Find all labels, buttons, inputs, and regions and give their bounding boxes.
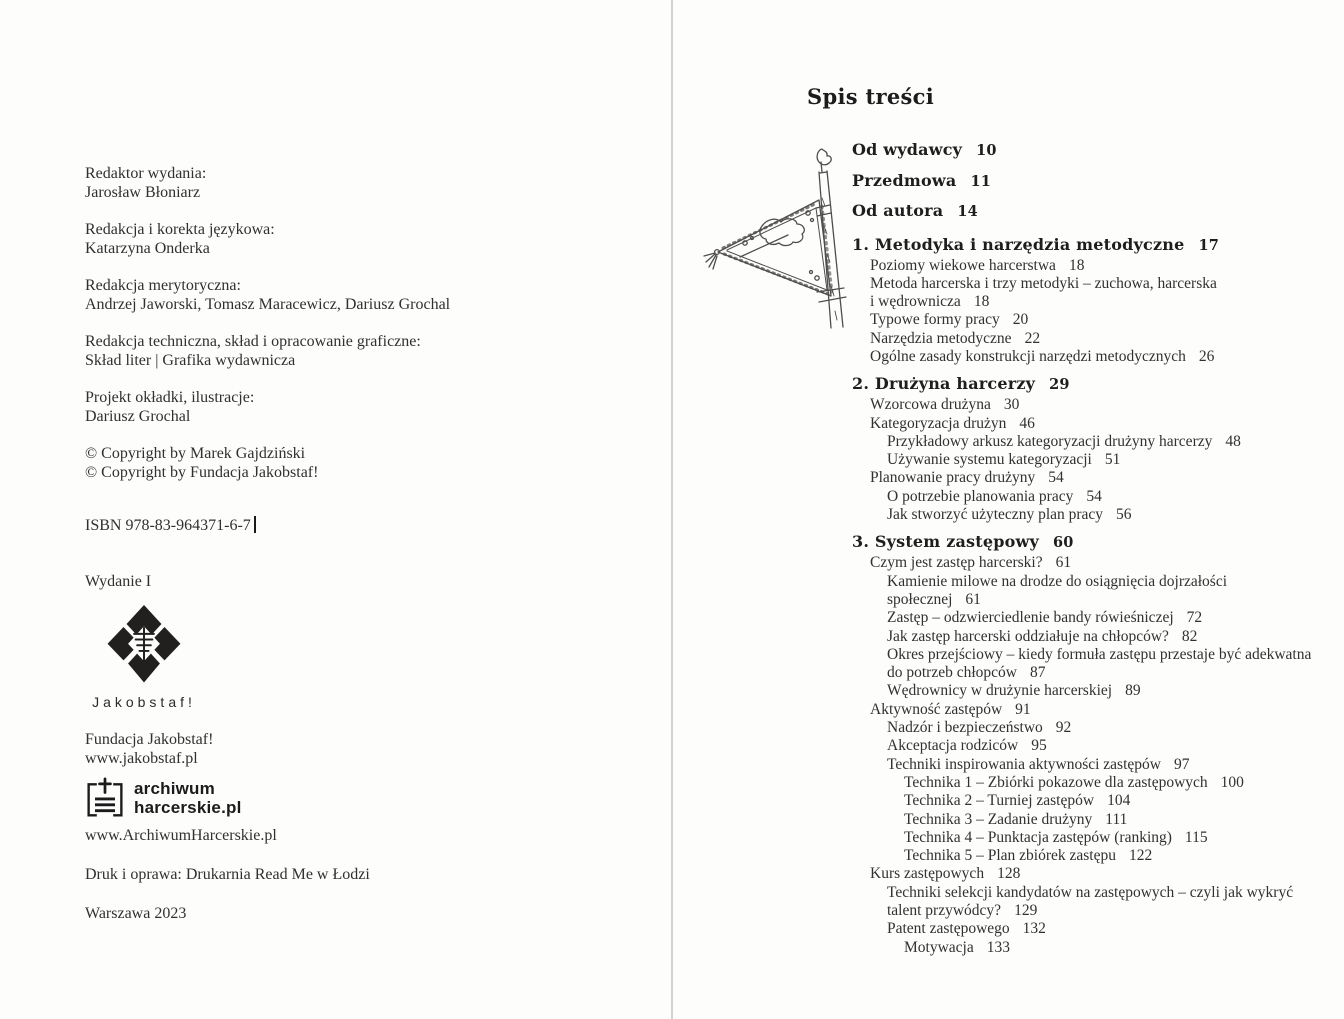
toc-entry-page: 82 — [1181, 627, 1198, 645]
toc-entry-label: Narzędzia metodyczne — [870, 329, 1012, 347]
toc-entry — [852, 591, 1337, 609]
toc-entry-label: Ogólne zasady konstrukcji narzędzi metodycznych — [870, 347, 1186, 365]
jakobstaf-logo — [89, 605, 199, 712]
credit-block — [85, 332, 615, 370]
toc-entry — [852, 737, 1337, 755]
toc-section-heading — [852, 374, 1337, 395]
toc-entry — [852, 554, 1337, 572]
toc-entry-label: Technika 3 – Zadanie drużyny — [904, 810, 1093, 828]
isbn-line — [85, 516, 615, 535]
toc-entry — [852, 902, 1337, 920]
credit-block — [85, 388, 615, 426]
toc-entry-page: 132 — [1022, 920, 1046, 938]
toc-entry-label: Okres przejściowy – kiedy formuła zastępu przestaje być adekwatna — [887, 645, 1312, 663]
toc-entry-label: Nadzór i bezpieczeństwo — [887, 719, 1043, 737]
toc-entry — [852, 293, 1337, 311]
toc-entry-label: Techniki selekcji kandydatów na zastępowych – czyli jak wykryć — [887, 883, 1294, 901]
edition-line: Wydanie I — [85, 573, 152, 590]
toc-entry — [852, 311, 1337, 329]
toc-entry-label: O potrzebie planowania pracy — [887, 487, 1074, 505]
toc-section-title: 1. Metodyka i narzędzia metodyczne — [852, 234, 1185, 254]
toc-entry-page: 133 — [986, 938, 1010, 956]
fundacja-block — [85, 730, 615, 768]
toc-entry — [852, 664, 1337, 682]
toc-entry-page: 95 — [1031, 737, 1047, 755]
toc-entry-label: Jak stworzyć użyteczny plan pracy — [887, 506, 1104, 524]
credit-block — [85, 276, 615, 314]
toc-entry-page: 115 — [1184, 828, 1208, 846]
toc-entry-label: Używanie systemu kategoryzacji — [887, 451, 1092, 469]
toc-entry — [852, 488, 1337, 506]
toc-entry-page: 100 — [1220, 773, 1244, 791]
toc-entry — [852, 469, 1337, 487]
toc-entry — [852, 811, 1337, 829]
credit-line: Projekt okładki, ilustracje: — [85, 389, 255, 406]
toc-entry — [852, 701, 1337, 719]
toc-entry — [852, 330, 1337, 348]
toc-entry-page: 104 — [1107, 792, 1131, 810]
toc-entry-label: Metoda harcerska i trzy metodyki – zuchowa, harcerska — [870, 274, 1217, 292]
toc-entry — [852, 920, 1337, 938]
toc-entry-page: 30 — [1003, 396, 1020, 414]
credit-line: Andrzej Jaworski, Tomasz Maracewicz, Dariusz Grochal — [85, 296, 451, 313]
toc-entry-label: Techniki inspirowania aktywności zastępów — [887, 755, 1161, 773]
toc-entry-label: Typowe formy pracy — [870, 311, 1000, 329]
jakobstaf-logo-icon — [106, 605, 182, 687]
archiwum-logo-line1: archiwum — [134, 779, 215, 798]
toc-entry — [852, 756, 1337, 774]
toc-front-matter-entry — [852, 166, 1337, 197]
toc-entry — [852, 939, 1337, 957]
copyright-line: © Copyright by Fundacja Jakobstaf! — [85, 464, 319, 481]
toc-entry — [852, 792, 1337, 810]
toc-entry-page: 10 — [976, 142, 997, 159]
toc-entry — [852, 506, 1337, 524]
toc-section-title: 2. Drużyna harcerzy — [852, 374, 1036, 394]
toc-entry — [852, 573, 1337, 591]
fundacja-line: Fundacja Jakobstaf! — [85, 731, 214, 748]
toc-entry-page: 18 — [973, 293, 990, 311]
toc-front-matter-entry — [852, 135, 1337, 166]
toc-entry-label: Jak zastęp harcerski oddziałuje na chłopców? — [887, 627, 1169, 645]
toc-entry-label: Technika 5 – Plan zbiórek zastępu — [904, 847, 1116, 865]
toc-entry — [852, 275, 1337, 293]
toc-entry-page: 56 — [1116, 506, 1132, 524]
text-cursor-icon — [254, 516, 256, 533]
credit-line: Dariusz Grochal — [85, 408, 191, 425]
credit-block — [85, 164, 615, 202]
toc-entry — [852, 433, 1337, 451]
toc-entry-label: Technika 4 – Punktacja zastępów (ranking) — [904, 828, 1172, 846]
toc-entry-page: 26 — [1198, 347, 1215, 365]
toc-entry-label: Patent zastępowego — [887, 920, 1010, 938]
toc-sections — [852, 235, 1337, 957]
toc-entry — [852, 609, 1337, 627]
toc-entry-page: 14 — [957, 203, 978, 220]
credit-line: Katarzyna Onderka — [85, 240, 210, 257]
fundacja-line: www.jakobstaf.pl — [85, 750, 198, 767]
archiwum-harcerskie-logo — [85, 777, 615, 819]
toc-entry — [852, 348, 1337, 366]
page-divider — [671, 0, 673, 1019]
toc-entry — [852, 774, 1337, 792]
toc-entry — [852, 451, 1337, 469]
credit-line: Skład liter | Grafika wydawnicza — [85, 352, 296, 369]
archiwum-logo-text — [134, 779, 242, 817]
credits-list — [85, 164, 615, 426]
toc-entry-label: Zastęp – odzwierciedlenie bandy rówieśniczej — [887, 609, 1174, 627]
toc-title: Spis treści — [807, 84, 934, 109]
toc-entry-label: do potrzeb chłopców — [887, 664, 1017, 682]
toc-entry — [852, 682, 1337, 700]
jakobstaf-logo-caption: Jakobstaf! — [92, 694, 196, 710]
credit-line: Redakcja techniczna, skład i opracowanie graficzne: — [85, 333, 421, 350]
toc-section-heading — [852, 235, 1337, 256]
toc-entry-page: 92 — [1055, 719, 1072, 737]
toc-entry-page: 22 — [1024, 329, 1041, 347]
toc-entry-label: społecznej — [887, 590, 953, 608]
copyright-block — [85, 444, 615, 482]
toc-entry — [852, 396, 1337, 414]
toc-entry-label: Planowanie pracy drużyny — [870, 469, 1036, 487]
toc-entry-label: Wędrownicy w drużynie harcerskiej — [887, 682, 1113, 700]
toc-entry-label: Wzorcowa drużyna — [870, 396, 991, 414]
toc-entry-page: 11 — [970, 172, 992, 190]
toc-front-matter-entry — [852, 196, 1337, 227]
toc-section-page: 29 — [1049, 376, 1070, 394]
toc-entry-label: Akceptacja rodziców — [887, 737, 1019, 755]
archiwum-logo-line2: harcerskie.pl — [134, 798, 242, 817]
toc-entry-label: Kamienie milowe na drodze do osiągnięcia dojrzałości — [887, 572, 1228, 590]
toc-entry — [852, 865, 1337, 883]
toc-entry-label: Kategoryzacja drużyn — [870, 414, 1007, 432]
toc-entry — [852, 847, 1337, 865]
toc-entry-page: 72 — [1186, 609, 1203, 627]
toc-entry — [852, 884, 1337, 902]
toc-entry-label: Motywacja — [904, 938, 974, 956]
print-line: Druk i oprawa: Drukarnia Read Me w Łodzi — [85, 866, 370, 883]
archiwum-logo-icon — [85, 777, 125, 819]
toc-entry-label: Czym jest zastęp harcerski? — [870, 554, 1043, 572]
toc-section — [852, 532, 1337, 957]
toc-entry-page: 87 — [1030, 664, 1046, 682]
toc-entry-page: 61 — [965, 590, 981, 608]
toc-entry-label: Od wydawcy — [852, 140, 963, 159]
toc-entry-page: 128 — [997, 865, 1021, 883]
toc-entry-label: Aktywność zastępów — [870, 700, 1003, 718]
toc-entry-page: 18 — [1068, 256, 1085, 274]
colophon-page — [85, 164, 615, 923]
toc-entry — [852, 646, 1337, 664]
toc-entry-page: 111 — [1105, 810, 1128, 828]
credit-line: Jarosław Błoniarz — [85, 184, 201, 201]
toc-entry-page: 54 — [1086, 487, 1102, 505]
toc-entry-page: 46 — [1019, 414, 1035, 432]
toc-entry-label: Kurs zastępowych — [870, 865, 985, 883]
toc-entry-page: 48 — [1225, 432, 1241, 450]
toc-entry-page: 91 — [1015, 700, 1031, 718]
toc-section — [852, 374, 1337, 524]
isbn-text: ISBN 978-83-964371-6-7 — [85, 517, 251, 534]
toc-section-heading — [852, 532, 1337, 553]
toc-entry-page: 97 — [1173, 755, 1190, 773]
toc-entry — [852, 628, 1337, 646]
toc-entry-page: 20 — [1012, 311, 1029, 329]
toc-entry — [852, 829, 1337, 847]
archiwum-url: www.ArchiwumHarcerskie.pl — [85, 827, 277, 844]
credit-line: Redakcja merytoryczna: — [85, 277, 241, 294]
copyright-line: © Copyright by Marek Gajdziński — [85, 445, 306, 462]
toc-section-title: 3. System zastępowy — [852, 532, 1039, 552]
toc-entry-page: 129 — [1014, 902, 1038, 919]
credit-block — [85, 220, 615, 258]
credit-line: Redaktor wydania: — [85, 165, 207, 182]
toc-page — [807, 84, 1337, 957]
toc-entry-page: 51 — [1104, 451, 1121, 469]
credit-line: Redakcja i korekta językowa: — [85, 221, 275, 238]
toc-entry-label: Od autora — [852, 201, 944, 220]
toc-entry-label: Przedmowa — [852, 170, 957, 190]
toc-entry-page: 61 — [1055, 554, 1072, 572]
toc-entry — [852, 719, 1337, 737]
toc-entry-page: 122 — [1128, 847, 1153, 865]
toc-entry-page: 89 — [1125, 682, 1141, 700]
toc-entry — [852, 257, 1337, 275]
toc-entry-label: i wędrownicza — [870, 293, 961, 311]
toc-section — [852, 235, 1337, 367]
toc-entry-label: Technika 1 – Zbiórki pokazowe dla zastępowych — [904, 773, 1208, 791]
toc-entry-page: 54 — [1048, 469, 1064, 487]
toc-entry — [852, 415, 1337, 433]
toc-entry-label: Poziomy wiekowe harcerstwa — [870, 256, 1056, 274]
city-year: Warszawa 2023 — [85, 905, 187, 922]
toc-entry-label: Technika 2 – Turniej zastępów — [904, 792, 1095, 810]
toc-section-page: 17 — [1198, 236, 1220, 254]
toc-front-matter — [852, 135, 1337, 227]
toc-section-page: 60 — [1052, 534, 1074, 552]
toc-entry-label: talent przywódcy? — [887, 902, 1002, 919]
toc-entry-label: Przykładowy arkusz kategoryzacji drużyny harcerzy — [887, 432, 1213, 450]
